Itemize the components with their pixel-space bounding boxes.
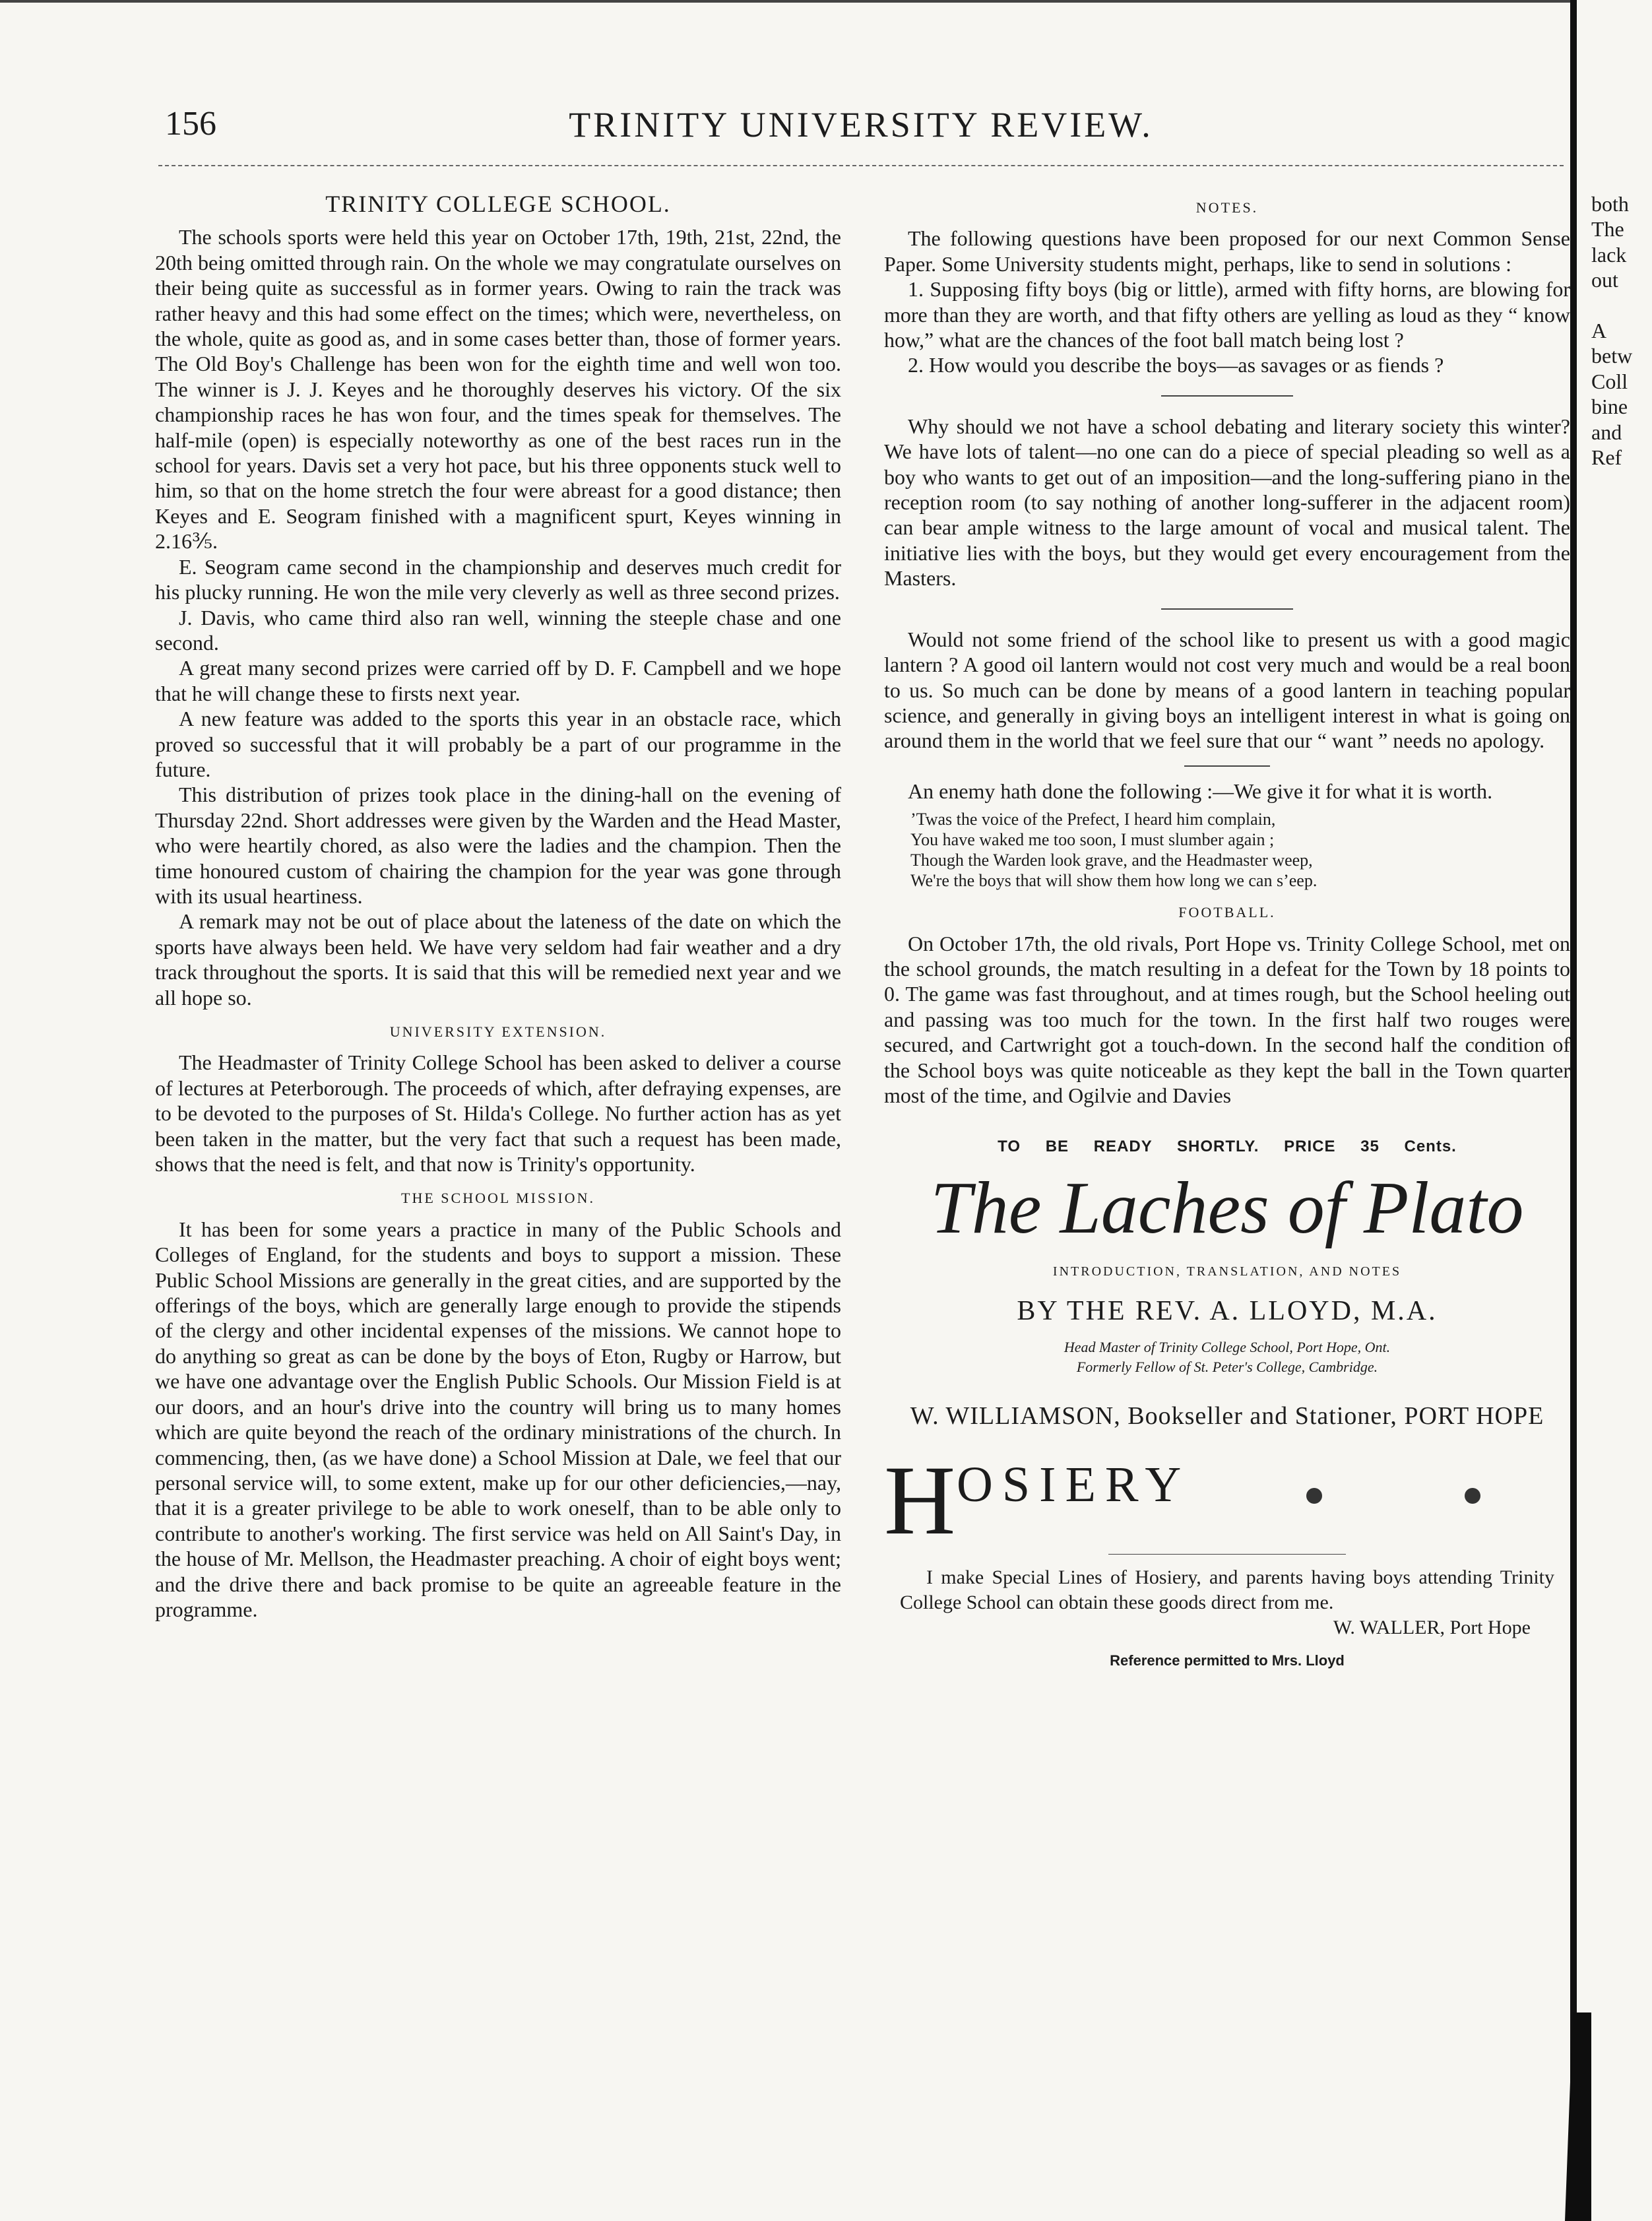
ornament-dot-icon [1465,1488,1480,1504]
ad-credential: Formerly Fellow of St. Peter's College, Cambridge. [1076,1358,1378,1375]
separator-rule [1161,608,1293,610]
section-heading-school: TRINITY COLLEGE SCHOOL. [325,191,671,217]
edge-fragment: bine [1591,395,1628,419]
edge-fragment: A [1591,318,1607,342]
edge-fragment: betw [1591,344,1633,368]
poem-line: ’Twas the voice of the Prefect, I heard him complain, [910,810,1276,829]
page-gutter-shadow [1570,0,1577,2221]
section-heading-extension: UNIVERSITY EXTENSION. [389,1023,607,1040]
sports-paragraph: The schools sports were held this year on October 17th, 19th, 21st, 22nd, the 20th being omitted through rain. On the whole we may congratulate ourselves on their being quite as successful as in former years. Owing to rain the track was rather heavy and this had some effect on the times; which were, nevertheless, on the whole, quite as good as, and in some cases better than, those of former years. The Old Boy's Challenge has been won for the eighth time and well won too. The winner is J. J. Keyes and he thoroughly deserves his victory. Of the six championship races he has won four, and the times speak for themselves. The half-mile (open) is especially noteworthy as one of the best races run in the school for years. Davis set a very hot pace, but his three opponents stuck well to him, so that on the home stretch the four were abreast for a good distance; then Keyes and E. Seogram finished with a magnificent spurt, Keyes winning in 2.16⅗. [155,225,841,554]
edge-fragment: Coll [1591,369,1628,393]
edge-fragment: The [1591,217,1624,241]
mission-paragraph: It has been for some years a practice in many of the Public Schools and Colleges of England, for the students and boys to support a mission. These Public School Missions are generally in the great cities, and are supported by the offerings of the boys, which are generally large enough to provide the stipends of the clergy and other incidental expenses of the missions. We cannot hope to do anything so great as can be done by the boys of Eton, Rugby or Harrow, but we have one advantage over the English Public Schools. Our Mission Field is at our doors, and an hour's drive into the country will bring us to many homes which are quite beyond the reach of the ordinary ministrations of the church. In commencing, then, (as we have done) a School Mission at Dale, we feel that our personal service will, to some extent, make up for our other deficiencies,—nay, that it is a greater privilege to be able to work oneself, than to be able only to contribute to another's working. The first service was held on All Saint's Day, in the house of Mr. Mellson, the Headmaster preaching. A choir of eight boys went; and the drive there and back promise to be quite an agreeable feature in the programme. [155,1217,841,1621]
section-heading-notes: NOTES. [1195,199,1259,216]
top-border [0,0,1577,3]
hosiery-signature [900,1615,1531,1640]
ad-intro-line: INTRODUCTION, TRANSLATION, AND NOTES [1052,1264,1402,1279]
ad-author: BY THE REV. A. LLOYD, M.A. [1017,1296,1438,1327]
edge-fragment: lack [1591,242,1627,267]
hosiery-advertisement-title [884,1446,1570,1555]
question-2: 2. How would you describe the boys—as savages or as fiends ? [908,353,1444,377]
separator-rule [1184,765,1270,767]
page-gutter-shadow [1565,2012,1591,2221]
edge-fragment: and [1591,420,1622,444]
hosiery-text: I make Special Lines of Hosiery, and parents having boys attending Trinity College School can obtain these goods direct from me. [900,1566,1554,1613]
seogram-paragraph: E. Seogram came second in the championship and deserves much credit for his plucky running. He won the mile very cleverly as well as three second prizes. [155,554,841,604]
running-title: TRINITY UNIVERSITY REVIEW. [569,105,1153,145]
edge-fragment: Ref [1591,445,1622,469]
ornament-dot-icon [1306,1488,1322,1504]
davis-paragraph: J. Davis, who came third also ran well, winning the steeple chase and one second. [155,605,841,655]
poem [910,809,1570,891]
poem-line: Though the Warden look grave, and the Headmaster weep, [910,851,1313,870]
ad-price-line: TO BE READY SHORTLY. PRICE 35 Cents. [998,1138,1457,1156]
edge-fragment [1591,293,1652,318]
book-advertisement [884,1134,1570,1673]
page-header [152,104,1570,150]
campbell-paragraph: A great many second prizes were carried off by D. F. Campbell and we hope that he will change these to firsts next year. [155,656,841,705]
poem-line: We're the boys that will show them how long we can s’eep. [910,871,1318,891]
lantern-paragraph: Would not some friend of the school like to present us with a good magic lantern ? A good oil lantern would not cost very much and would be a real boon to us. So much can be done by means of a good lantern in teaching popular science, and generally in giving boys an intelligent interest in what is going on around them in the world that we feel sure that our “ want ” needs no apology. [884,627,1570,753]
ad-book-title: The Laches of Plato [930,1167,1524,1249]
ad-rule [1108,1554,1346,1555]
header-rule [158,165,1564,166]
edge-fragment: out [1591,268,1618,292]
hosiery-word: OSIERY [957,1457,1191,1512]
left-column [155,191,841,1622]
adjacent-page-edge [1591,191,1652,470]
football-paragraph: On October 17th, the old rivals, Port Hope vs. Trinity College School, met on the school grounds, the match resulting in a defeat for the Town by 18 points to 0. The game was fast throughout, and at times rough, but the School heeling out and passing was too much for the town. In the first half two rouges were secured, and Cartwright got a touch-down. In the second half the condition of the School boys was quite noticeable as they kept the ball in the Town quarter most of the time, and Ogilvie and Davies [884,931,1570,1107]
right-column [884,191,1570,1674]
extension-paragraph: The Headmaster of Trinity College School has been asked to deliver a course of lectures at Peterborough. The proceeds of which, after defraying expenses, are to be devoted to the purposes of St. Hilda's College. No further action has as yet been taken in the matter, but the very fact that such a request has been made, shows that the need is felt, and that now is Trinity's opportunity. [155,1050,841,1176]
hosiery-merchant: W. WALLER, Port Hope [1333,1617,1531,1638]
question-1: 1. Supposing fifty boys (big or little), armed with fifty horns, are blowing for more than they are worth, and that fifty others are yelling as loud as they “ know how,” what are the chances of the foot ball match being lost ? [884,277,1570,352]
hosiery-capital: H [884,1446,956,1555]
enemy-paragraph: An enemy hath done the following :—We give it for what it is worth. [908,779,1493,803]
prizes-paragraph: This distribution of prizes took place in the dining-hall on the evening of Thursday 22nd. Short addresses were given by the Warden and the Head Master, who were heartily chored, as also were the ladies and the champion. Then the time honoured custom of chairing the champion for the year was gone through with its usual heartiness. [155,783,841,908]
obstacle-race-paragraph: A new feature was added to the sports this year in an obstacle race, which proved so successful that it will probably be a part of our programme in the future. [155,707,841,781]
section-heading-mission: THE SCHOOL MISSION. [401,1190,595,1207]
ad-bookseller: W. WILLIAMSON, Bookseller and Stationer, PORT HOPE [910,1401,1544,1430]
ad-credential: Head Master of Trinity College School, Port Hope, Ont. [1064,1338,1391,1355]
debating-paragraph: Why should we not have a school debating and literary society this winter? We have lots of talent—no one can do a piece of special pleading so well as a boy who wants to get out of an imposition—and the long-suffering piano in the reception room (to say nothing of another long-sufferer in the adjacent room) can bear ample witness to the large amount of vocal and musical talent. The initiative lies with the boys, but they would get every encouragement from the Masters. [884,414,1570,591]
poem-line: You have waked me too soon, I must slumber again ; [910,830,1275,850]
separator-rule [1161,395,1293,397]
notes-paragraph: The following questions have been proposed for our next Common Sense Paper. Some University students might, perhaps, like to send in solutions : [884,226,1570,276]
edge-fragment: both [1591,192,1629,216]
section-heading-football: FOOTBALL. [1178,904,1276,921]
ad-reference: Reference permitted to Mrs. Lloyd [1110,1652,1345,1669]
lateness-paragraph: A remark may not be out of place about the lateness of the date on which the sports have always been held. We have very seldom had fair weather and a dry track throughout the sports. It is said that this will be remedied next year and we all hope so. [155,909,841,1010]
page-number: 156 [165,105,216,143]
